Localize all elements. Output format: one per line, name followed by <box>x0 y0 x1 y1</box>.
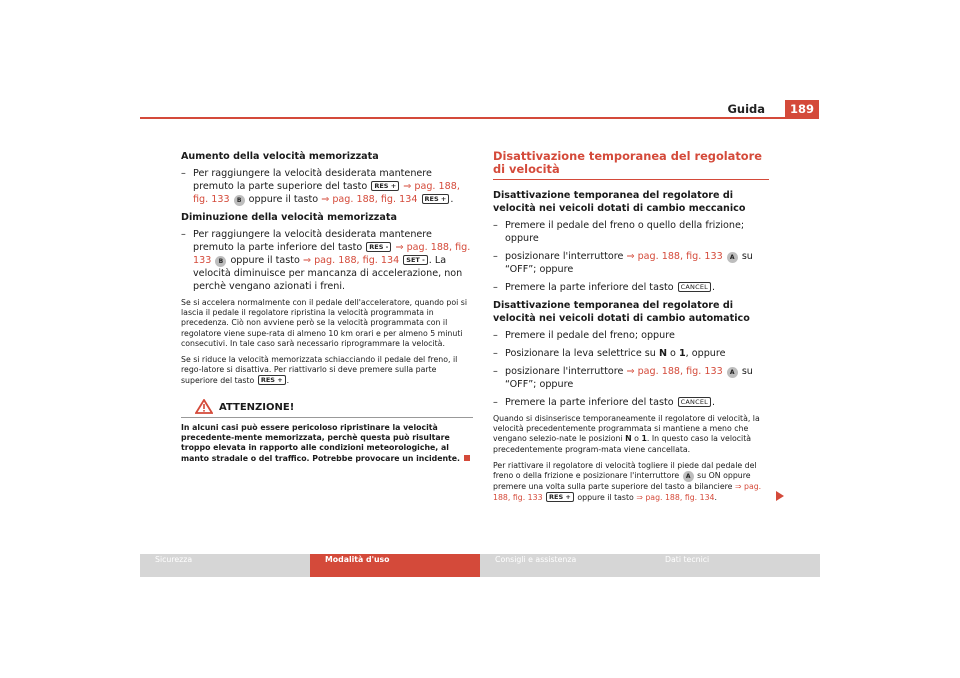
res-plus-key-icon: RES + <box>422 194 450 204</box>
item-text: Per raggiungere la velocità desiderata mantenere premuto la parte inferiore del tasto <box>193 229 432 253</box>
dash-bullet: – <box>493 330 498 341</box>
footer-tab-dati-tecnici[interactable]: Dati tecnici <box>665 555 710 564</box>
warning-box <box>181 397 473 464</box>
note-text: . In questo caso la velocità precedentemente program-mata viene cancellata. <box>493 434 752 454</box>
note-text: Quando si disinserisce temporaneamente il regolatore di velocità, la velocità precedentemente programmata si mantiene a meno che vengano selezio-nate le posizioni <box>493 414 760 444</box>
dash-bullet: – <box>493 397 498 408</box>
dash-bullet: – <box>181 229 186 240</box>
dash-bullet: – <box>493 251 498 262</box>
gear-1-label: 1 <box>678 348 686 359</box>
item-text: Premere il pedale del freno o quello della frizione; oppure <box>505 220 745 244</box>
res-plus-key-icon: RES + <box>371 181 399 191</box>
warning-body-text: In alcuni casi può essere pericoloso ripristinare la velocità precedente-mente memorizzata, perchè questa può risultare troppo elevata in rapporto alle condizioni meteorologiche, al manto stradale o del traffico. Potrebbe provocare un incidente. <box>181 422 461 463</box>
footer-tab-sicurezza[interactable]: Sicurezza <box>155 555 193 564</box>
list-item <box>493 365 769 391</box>
dash-bullet: – <box>493 220 498 231</box>
arrow-icon: ⇒ <box>403 181 412 192</box>
page-reference-link[interactable]: pag. 188, fig. 133 <box>493 482 762 503</box>
note-paragraph <box>493 461 769 504</box>
section-rule <box>493 179 769 180</box>
item-text: su “OFF”; oppure <box>505 366 753 390</box>
list-item <box>493 347 769 360</box>
res-plus-key-icon: RES + <box>258 375 286 385</box>
left-column <box>181 150 471 464</box>
item-text: . <box>450 194 454 205</box>
end-marker-icon <box>464 455 470 461</box>
item-text: Per raggiungere la velocità desiderata mantenere premuto la parte superiore del tasto <box>193 168 432 192</box>
page-reference-link[interactable]: pag. 188, fig. 133 <box>193 181 460 205</box>
page-reference-link[interactable]: pag. 188, fig. 134 <box>314 255 400 266</box>
callout-a-icon: A <box>727 252 738 263</box>
page-header <box>140 100 819 120</box>
note-paragraph <box>181 355 471 387</box>
warning-header <box>181 397 473 418</box>
warning-title: ATTENZIONE! <box>219 401 295 413</box>
footer-tab-modalita-uso[interactable]: Modalità d'uso <box>310 554 480 577</box>
arrow-icon: ⇒ <box>302 255 312 266</box>
right-column <box>493 150 769 509</box>
set-minus-key-icon: SET - <box>403 255 428 265</box>
arrow-icon: ⇒ <box>636 493 643 503</box>
cancel-key-icon: CANCEL <box>678 397 711 407</box>
item-text: posizionare l'interruttore <box>505 366 624 377</box>
cancel-key-icon: CANCEL <box>678 282 711 292</box>
note-text: oppure il tasto <box>577 493 634 503</box>
header-rule <box>140 117 819 119</box>
callout-a-icon: A <box>683 471 694 482</box>
item-text: Premere il pedale del freno; oppure <box>505 330 675 341</box>
dash-bullet: – <box>181 168 186 179</box>
note-text: . <box>714 493 717 503</box>
gear-1-label: 1 <box>641 434 647 444</box>
list-item: – Premere la parte inferiore del tasto CANCEL . <box>493 282 716 293</box>
list-item <box>181 167 471 206</box>
item-text: su “OFF”; oppure <box>505 251 753 275</box>
note-text: o <box>634 434 639 444</box>
list-item <box>181 228 471 293</box>
list-item <box>493 329 769 342</box>
page-number: 189 <box>785 100 819 119</box>
dash-bullet: – <box>493 282 498 293</box>
note-paragraph <box>493 414 769 455</box>
page-reference-link[interactable]: pag. 188, fig. 133 <box>193 242 471 266</box>
callout-b-icon: B <box>234 195 245 206</box>
arrow-icon: ⇒ <box>321 194 330 205</box>
list-item <box>493 219 769 245</box>
item-text: Premere la parte inferiore del tasto <box>505 397 674 408</box>
page-reference-link[interactable]: pag. 188, fig. 134 <box>332 194 418 205</box>
page-reference-link[interactable]: pag. 188, fig. 133 <box>637 366 723 377</box>
dash-bullet: – <box>493 366 498 377</box>
automatic-gearbox-heading: Disattivazione temporanea del regolatore di velocità nei veicoli dotati di cambio automatico <box>493 300 750 324</box>
item-text: Posizionare la leva selettrice su <box>505 348 656 359</box>
item-text: o <box>670 348 676 359</box>
manual-gearbox-heading: Disattivazione temporanea del regolatore di velocità nei veicoli dotati di cambio meccanico <box>493 190 746 214</box>
decrease-speed-heading: Diminuzione della velocità memorizzata <box>181 212 397 223</box>
chapter-title: Guida <box>727 102 765 116</box>
footer-nav <box>140 554 820 577</box>
gear-n-label: N <box>625 434 632 444</box>
continue-arrow-icon <box>776 491 784 501</box>
note-text: su ON oppure premere una volta sulla parte superiore del tasto a bilanciere <box>493 471 751 492</box>
item-text: Premere la parte inferiore del tasto <box>505 282 674 293</box>
note-text: Per riattivare il regolatore di velocità togliere il piede dal pedale del freno o della frizione e posizionare l'interruttore <box>493 460 757 481</box>
increase-speed-heading: Aumento della velocità memorizzata <box>181 151 379 162</box>
page-reference-link[interactable]: pag. 188, fig. 134 <box>645 493 715 503</box>
arrow-icon: ⇒ <box>626 251 635 262</box>
list-item: – Premere la parte inferiore del tasto CANCEL . <box>493 397 716 408</box>
section-title: Disattivazione temporanea del regolatore di velocità <box>493 149 762 176</box>
footer-tab-consigli-assistenza[interactable]: Consigli e assistenza <box>495 555 577 564</box>
item-text: posizionare l'interruttore <box>505 251 624 262</box>
list-item <box>493 250 769 276</box>
note-text: Se si riduce la velocità memorizzata schiacciando il pedale del freno, il rego-latore si disattiva. Per riattivarlo si deve premere sulla parte superiore del tasto <box>181 355 458 386</box>
warning-triangle-icon <box>195 399 213 418</box>
arrow-icon: ⇒ <box>626 366 635 377</box>
note-paragraph: Se si accelera normalmente con il pedale dell'acceleratore, quando poi si lascia il pedale il regolatore ripristina la velocità programmata in precedenza. Ciò non avviene però se la velocità programmata con il regolatore viene supe-rata di almeno 10 km orari e per almeno 5 minuti consecutivi. In tale caso sarà necessario riprogrammare la velocità. <box>181 298 468 348</box>
item-text: oppure il tasto <box>248 194 319 205</box>
warning-text <box>181 418 473 464</box>
res-minus-key-icon: RES - <box>366 242 391 252</box>
callout-a-icon: A <box>727 367 738 378</box>
item-text: . La velocità diminuisce per mancanza di accelerazione, non perchè vengano azionati i freni. <box>193 255 463 292</box>
dash-bullet: – <box>493 348 498 359</box>
item-text: oppure il tasto <box>230 255 300 266</box>
arrow-icon: ⇒ <box>395 242 404 253</box>
item-text: , oppure <box>685 348 726 359</box>
page-reference-link[interactable]: pag. 188, fig. 133 <box>637 251 723 262</box>
callout-b-icon: B <box>215 256 226 267</box>
arrow-icon: ⇒ <box>734 482 742 492</box>
note-text: . <box>286 376 290 386</box>
res-plus-key-icon: RES + <box>546 492 574 502</box>
gear-n-label: N <box>658 348 667 359</box>
